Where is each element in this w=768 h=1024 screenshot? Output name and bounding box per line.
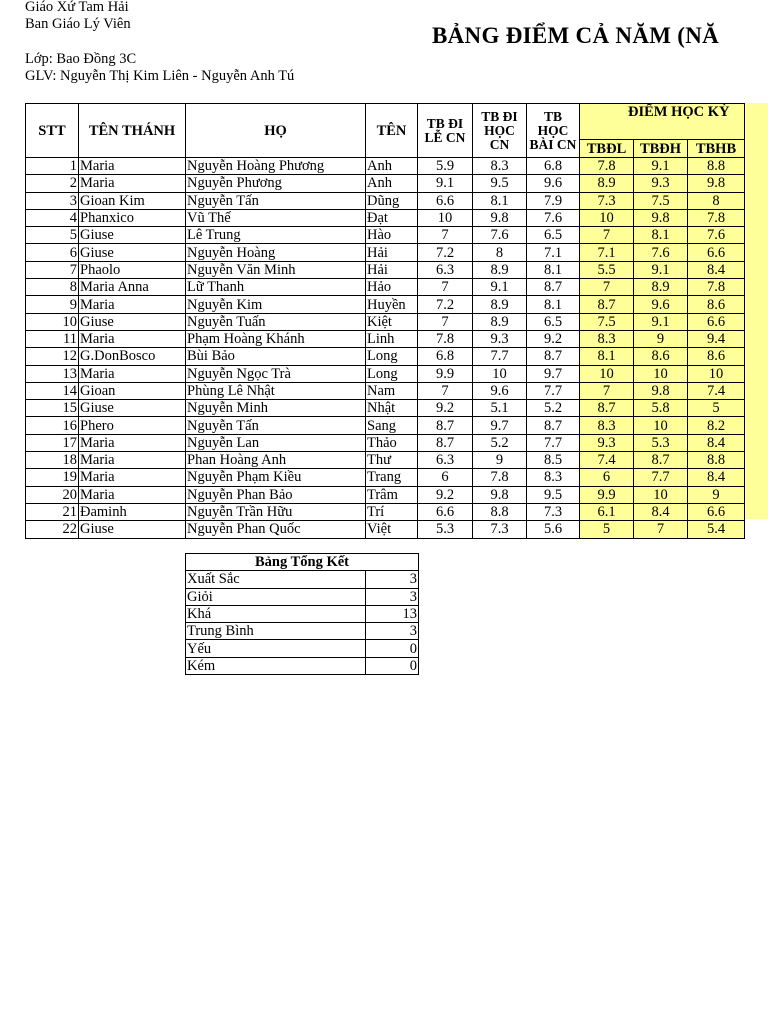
row-tbhb: 9.8: [688, 175, 745, 192]
row-tb-hoc-bai: 7.9: [527, 192, 580, 209]
row-stt: 10: [26, 313, 79, 330]
table-row: [26, 158, 745, 175]
summary-value: 0: [366, 640, 419, 657]
teachers-line: GLV: Nguyễn Thị Kim Liên - Nguyễn Anh Tú: [25, 68, 295, 84]
row-tb-hoc-bai: 8.3: [527, 469, 580, 486]
row-tb-hoc-bai: 7.6: [527, 209, 580, 226]
row-tbdh: 7.5: [634, 192, 688, 209]
table-row: [26, 313, 745, 330]
row-first-name: Trang: [366, 469, 418, 486]
row-first-name: Anh: [366, 175, 418, 192]
summary-value: 13: [366, 605, 419, 622]
row-stt: 16: [26, 417, 79, 434]
row-last-name: Phùng Lê Nhật: [186, 382, 366, 399]
row-last-name: Bùi Bảo: [186, 348, 366, 365]
row-saint-name: Maria: [79, 330, 186, 347]
col-diem-hoc-ky: ĐIỂM HỌC KỲ: [580, 104, 745, 140]
row-tb-di-le: 9.9: [418, 365, 473, 382]
table-row: [26, 192, 745, 209]
row-tb-hoc-bai: 8.7: [527, 417, 580, 434]
row-stt: 12: [26, 348, 79, 365]
row-saint-name: Phanxico: [79, 209, 186, 226]
row-stt: 7: [26, 261, 79, 278]
row-first-name: Trâm: [366, 486, 418, 503]
row-tbdh: 10: [634, 486, 688, 503]
row-saint-name: Giuse: [79, 400, 186, 417]
summary-row: [186, 623, 419, 640]
table-row: [26, 365, 745, 382]
row-tbdl: 7.3: [580, 192, 634, 209]
row-first-name: Thảo: [366, 434, 418, 451]
row-tb-di-le: 6.3: [418, 261, 473, 278]
row-tbdh: 9.8: [634, 209, 688, 226]
col-tb-di-le: TB ĐI LỄ CN: [418, 104, 473, 158]
row-tbdl: 7.4: [580, 452, 634, 469]
summary-label: Xuất Sắc: [186, 571, 366, 588]
row-tb-di-hoc: 9.6: [473, 382, 527, 399]
row-tbdl: 9.9: [580, 486, 634, 503]
row-stt: 11: [26, 330, 79, 347]
row-tbhb: 9.4: [688, 330, 745, 347]
row-tbhb: 7.8: [688, 279, 745, 296]
table-row: [26, 330, 745, 347]
row-tbdh: 5.8: [634, 400, 688, 417]
row-first-name: Kiệt: [366, 313, 418, 330]
table-row: [26, 400, 745, 417]
table-row: [26, 296, 745, 313]
col-tbdh: TBĐH: [634, 140, 688, 158]
row-first-name: Linh: [366, 330, 418, 347]
row-tbdh: 9.8: [634, 382, 688, 399]
row-tb-di-hoc: 8.9: [473, 261, 527, 278]
row-first-name: Đạt: [366, 209, 418, 226]
row-tbdh: 10: [634, 365, 688, 382]
row-saint-name: Giuse: [79, 313, 186, 330]
summary-value: 3: [366, 588, 419, 605]
row-tb-hoc-bai: 7.3: [527, 503, 580, 520]
row-tb-di-le: 7: [418, 227, 473, 244]
row-last-name: Nguyễn Lan: [186, 434, 366, 451]
row-tb-di-le: 7.8: [418, 330, 473, 347]
summary-value: 3: [366, 623, 419, 640]
row-last-name: Nguyễn Văn Minh: [186, 261, 366, 278]
table-row: [26, 279, 745, 296]
row-tb-di-le: 8.7: [418, 417, 473, 434]
row-tb-di-le: 6.6: [418, 192, 473, 209]
row-last-name: Nguyễn Phạm Kiều: [186, 469, 366, 486]
row-tb-di-le: 8.7: [418, 434, 473, 451]
row-tbdh: 8.9: [634, 279, 688, 296]
row-last-name: Nguyễn Tuấn: [186, 313, 366, 330]
row-tbhb: 8.8: [688, 158, 745, 175]
row-last-name: Phan Hoàng Anh: [186, 452, 366, 469]
summary-table: [185, 553, 419, 675]
row-tb-hoc-bai: 8.7: [527, 279, 580, 296]
row-tbhb: 8.4: [688, 434, 745, 451]
row-tbdh: 8.4: [634, 503, 688, 520]
row-tb-di-le: 7: [418, 279, 473, 296]
row-tb-hoc-bai: 7.1: [527, 244, 580, 261]
row-stt: 3: [26, 192, 79, 209]
table-row: [26, 382, 745, 399]
row-tb-di-hoc: 8.8: [473, 503, 527, 520]
col-ten: TÊN: [366, 104, 418, 158]
row-tbhb: 9: [688, 486, 745, 503]
table-row: [26, 503, 745, 520]
row-last-name: Vũ Thế: [186, 209, 366, 226]
col-ho: HỌ: [186, 104, 366, 158]
table-row: [26, 486, 745, 503]
row-last-name: Nguyễn Hoàng: [186, 244, 366, 261]
row-tb-hoc-bai: 8.1: [527, 296, 580, 313]
row-tbhb: 8: [688, 192, 745, 209]
row-stt: 4: [26, 209, 79, 226]
table-row: [26, 452, 745, 469]
row-tbdh: 9.1: [634, 158, 688, 175]
row-tbdh: 5.3: [634, 434, 688, 451]
row-tbhb: 8.6: [688, 296, 745, 313]
row-stt: 20: [26, 486, 79, 503]
row-tbhb: 8.4: [688, 261, 745, 278]
row-stt: 15: [26, 400, 79, 417]
row-first-name: Nhật: [366, 400, 418, 417]
row-stt: 6: [26, 244, 79, 261]
row-stt: 22: [26, 521, 79, 538]
row-tbdh: 8.1: [634, 227, 688, 244]
row-tb-hoc-bai: 8.1: [527, 261, 580, 278]
row-tb-di-le: 6.8: [418, 348, 473, 365]
row-first-name: Hải: [366, 244, 418, 261]
row-tb-di-hoc: 9.3: [473, 330, 527, 347]
row-tb-di-hoc: 10: [473, 365, 527, 382]
row-first-name: Dũng: [366, 192, 418, 209]
row-tbdl: 8.7: [580, 400, 634, 417]
row-stt: 1: [26, 158, 79, 175]
row-stt: 21: [26, 503, 79, 520]
row-tbdh: 10: [634, 417, 688, 434]
row-tb-di-hoc: 8.9: [473, 313, 527, 330]
row-saint-name: Giuse: [79, 244, 186, 261]
row-tbhb: 10: [688, 365, 745, 382]
row-tbhb: 6.6: [688, 503, 745, 520]
row-last-name: Nguyễn Phương: [186, 175, 366, 192]
row-saint-name: Maria: [79, 158, 186, 175]
row-tbdl: 8.1: [580, 348, 634, 365]
row-first-name: Anh: [366, 158, 418, 175]
row-saint-name: Gioan: [79, 382, 186, 399]
row-stt: 19: [26, 469, 79, 486]
row-tbdl: 7.1: [580, 244, 634, 261]
row-last-name: Nguyễn Hoàng Phương: [186, 158, 366, 175]
row-tbhb: 8.4: [688, 469, 745, 486]
row-saint-name: Maria Anna: [79, 279, 186, 296]
row-stt: 18: [26, 452, 79, 469]
row-tb-di-hoc: 9.8: [473, 486, 527, 503]
col-tbdl: TBĐL: [580, 140, 634, 158]
row-last-name: Nguyễn Trần Hữu: [186, 503, 366, 520]
row-first-name: Hải: [366, 261, 418, 278]
row-tb-hoc-bai: 6.5: [527, 313, 580, 330]
col-ten-thanh: TÊN THÁNH: [79, 104, 186, 158]
row-tb-hoc-bai: 5.2: [527, 400, 580, 417]
row-first-name: Sang: [366, 417, 418, 434]
row-tb-hoc-bai: 9.2: [527, 330, 580, 347]
row-stt: 17: [26, 434, 79, 451]
row-tb-hoc-bai: 6.8: [527, 158, 580, 175]
row-tbdl: 5.5: [580, 261, 634, 278]
summary-label: Kém: [186, 657, 366, 674]
row-tbdh: 8.6: [634, 348, 688, 365]
row-stt: 9: [26, 296, 79, 313]
table-row: [26, 434, 745, 451]
summary-row: [186, 657, 419, 674]
row-tb-di-hoc: 9.7: [473, 417, 527, 434]
row-saint-name: Phero: [79, 417, 186, 434]
summary-value: 0: [366, 657, 419, 674]
row-saint-name: Phaolo: [79, 261, 186, 278]
table-row: [26, 261, 745, 278]
row-saint-name: Maria: [79, 365, 186, 382]
row-saint-name: Maria: [79, 434, 186, 451]
row-tb-hoc-bai: 9.6: [527, 175, 580, 192]
row-last-name: Phạm Hoàng Khánh: [186, 330, 366, 347]
table-row: [26, 227, 745, 244]
row-tb-hoc-bai: 8.7: [527, 348, 580, 365]
row-tb-di-hoc: 9: [473, 452, 527, 469]
row-tb-di-le: 7: [418, 382, 473, 399]
row-saint-name: Maria: [79, 486, 186, 503]
row-tb-di-le: 5.9: [418, 158, 473, 175]
summary-row: [186, 640, 419, 657]
table-row: [26, 175, 745, 192]
summary-label: Yếu: [186, 640, 366, 657]
row-last-name: Lữ Thanh: [186, 279, 366, 296]
row-tb-di-hoc: 7.6: [473, 227, 527, 244]
row-last-name: Nguyễn Kim: [186, 296, 366, 313]
row-tbdh: 9.1: [634, 313, 688, 330]
summary-label: Trung Bình: [186, 623, 366, 640]
table-row: [26, 521, 745, 538]
grades-table: [25, 103, 745, 539]
row-tbhb: 7.6: [688, 227, 745, 244]
row-tb-di-le: 10: [418, 209, 473, 226]
parish-name: Giáo Xứ Tam Hải: [25, 0, 129, 15]
row-tbhb: 5: [688, 400, 745, 417]
row-tb-di-le: 6.3: [418, 452, 473, 469]
row-stt: 8: [26, 279, 79, 296]
row-tb-di-hoc: 8.9: [473, 296, 527, 313]
row-tbhb: 8.8: [688, 452, 745, 469]
row-tb-hoc-bai: 7.7: [527, 434, 580, 451]
row-last-name: Nguyễn Tấn: [186, 417, 366, 434]
table-row: [26, 348, 745, 365]
col-tb-di-hoc: TB ĐI HỌC CN: [473, 104, 527, 158]
row-tb-hoc-bai: 9.5: [527, 486, 580, 503]
row-first-name: Hảo: [366, 279, 418, 296]
row-saint-name: Gioan Kim: [79, 192, 186, 209]
table-row: [26, 417, 745, 434]
row-tb-di-hoc: 5.2: [473, 434, 527, 451]
row-first-name: Nam: [366, 382, 418, 399]
row-tb-hoc-bai: 7.7: [527, 382, 580, 399]
row-saint-name: Giuse: [79, 227, 186, 244]
row-tb-hoc-bai: 8.5: [527, 452, 580, 469]
row-tbhb: 8.6: [688, 348, 745, 365]
class-line: Lớp: Bao Đồng 3C: [25, 51, 137, 67]
row-stt: 13: [26, 365, 79, 382]
row-tb-hoc-bai: 5.6: [527, 521, 580, 538]
row-saint-name: Maria: [79, 469, 186, 486]
row-tb-di-le: 6: [418, 469, 473, 486]
col-stt: STT: [26, 104, 79, 158]
col-tb-hoc-bai: TB HỌC BÀI CN: [527, 104, 580, 158]
row-last-name: Nguyễn Tấn: [186, 192, 366, 209]
row-tbdh: 9: [634, 330, 688, 347]
row-tb-di-hoc: 7.3: [473, 521, 527, 538]
row-tb-di-le: 7.2: [418, 296, 473, 313]
row-tbdl: 10: [580, 209, 634, 226]
row-stt: 14: [26, 382, 79, 399]
row-tbdl: 7: [580, 382, 634, 399]
row-tbdl: 6: [580, 469, 634, 486]
row-last-name: Nguyễn Phan Quốc: [186, 521, 366, 538]
row-tb-di-hoc: 7.8: [473, 469, 527, 486]
row-tb-hoc-bai: 9.7: [527, 365, 580, 382]
row-saint-name: Maria: [79, 296, 186, 313]
summary-row: [186, 588, 419, 605]
row-tbdl: 7.8: [580, 158, 634, 175]
row-saint-name: G.DonBosco: [79, 348, 186, 365]
row-tbdl: 5: [580, 521, 634, 538]
row-tbhb: 6.6: [688, 313, 745, 330]
row-saint-name: Giuse: [79, 521, 186, 538]
row-tb-di-hoc: 9.1: [473, 279, 527, 296]
row-tbdl: 9.3: [580, 434, 634, 451]
row-stt: 2: [26, 175, 79, 192]
row-saint-name: Maria: [79, 175, 186, 192]
row-last-name: Lê Trung: [186, 227, 366, 244]
row-first-name: Long: [366, 348, 418, 365]
row-last-name: Nguyễn Ngọc Trà: [186, 365, 366, 382]
row-tb-di-le: 7: [418, 313, 473, 330]
row-tbhb: 7.4: [688, 382, 745, 399]
row-saint-name: Đaminh: [79, 503, 186, 520]
row-tbdh: 7: [634, 521, 688, 538]
row-tb-hoc-bai: 6.5: [527, 227, 580, 244]
row-first-name: Long: [366, 365, 418, 382]
board-name: Ban Giáo Lý Viên: [25, 16, 131, 32]
row-last-name: Nguyễn Minh: [186, 400, 366, 417]
row-tbhb: 8.2: [688, 417, 745, 434]
row-tbdl: 8.3: [580, 330, 634, 347]
row-tb-di-hoc: 8.3: [473, 158, 527, 175]
col-tbhb: TBHB: [688, 140, 745, 158]
row-saint-name: Maria: [79, 452, 186, 469]
row-tb-di-le: 9.1: [418, 175, 473, 192]
row-first-name: Hào: [366, 227, 418, 244]
summary-value: 3: [366, 571, 419, 588]
row-tb-di-hoc: 9.5: [473, 175, 527, 192]
row-tbdh: 9.1: [634, 261, 688, 278]
summary-row: [186, 571, 419, 588]
row-tb-di-hoc: 5.1: [473, 400, 527, 417]
row-tbdl: 8.3: [580, 417, 634, 434]
row-tb-di-hoc: 8.1: [473, 192, 527, 209]
table-row: [26, 244, 745, 261]
row-tbdl: 7.5: [580, 313, 634, 330]
summary-label: Khá: [186, 605, 366, 622]
row-first-name: Huyền: [366, 296, 418, 313]
row-tbdh: 7.6: [634, 244, 688, 261]
row-stt: 5: [26, 227, 79, 244]
row-tbdl: 6.1: [580, 503, 634, 520]
row-tb-di-le: 9.2: [418, 400, 473, 417]
row-tbdl: 8.9: [580, 175, 634, 192]
row-tbdl: 10: [580, 365, 634, 382]
summary-title: Bảng Tổng Kết: [186, 554, 419, 571]
row-first-name: Thư: [366, 452, 418, 469]
row-tbhb: 6.6: [688, 244, 745, 261]
row-tbdh: 7.7: [634, 469, 688, 486]
row-last-name: Nguyễn Phan Bảo: [186, 486, 366, 503]
table-row: [26, 209, 745, 226]
row-tbdl: 7: [580, 279, 634, 296]
sheet-title: BẢNG ĐIỂM CẢ NĂM (NĂ: [432, 23, 720, 48]
row-first-name: Trí: [366, 503, 418, 520]
row-tb-di-hoc: 7.7: [473, 348, 527, 365]
row-tbhb: 5.4: [688, 521, 745, 538]
row-tbhb: 7.8: [688, 209, 745, 226]
row-tbdl: 7: [580, 227, 634, 244]
row-tbdh: 8.7: [634, 452, 688, 469]
summary-label: Giỏi: [186, 588, 366, 605]
row-tb-di-hoc: 9.8: [473, 209, 527, 226]
summary-row: [186, 605, 419, 622]
row-tb-di-le: 5.3: [418, 521, 473, 538]
table-row: [26, 469, 745, 486]
row-tb-di-hoc: 8: [473, 244, 527, 261]
row-first-name: Việt: [366, 521, 418, 538]
row-tbdl: 8.7: [580, 296, 634, 313]
row-tb-di-le: 9.2: [418, 486, 473, 503]
row-tbdh: 9.3: [634, 175, 688, 192]
row-tb-di-le: 6.6: [418, 503, 473, 520]
row-tb-di-le: 7.2: [418, 244, 473, 261]
row-tbdh: 9.6: [634, 296, 688, 313]
